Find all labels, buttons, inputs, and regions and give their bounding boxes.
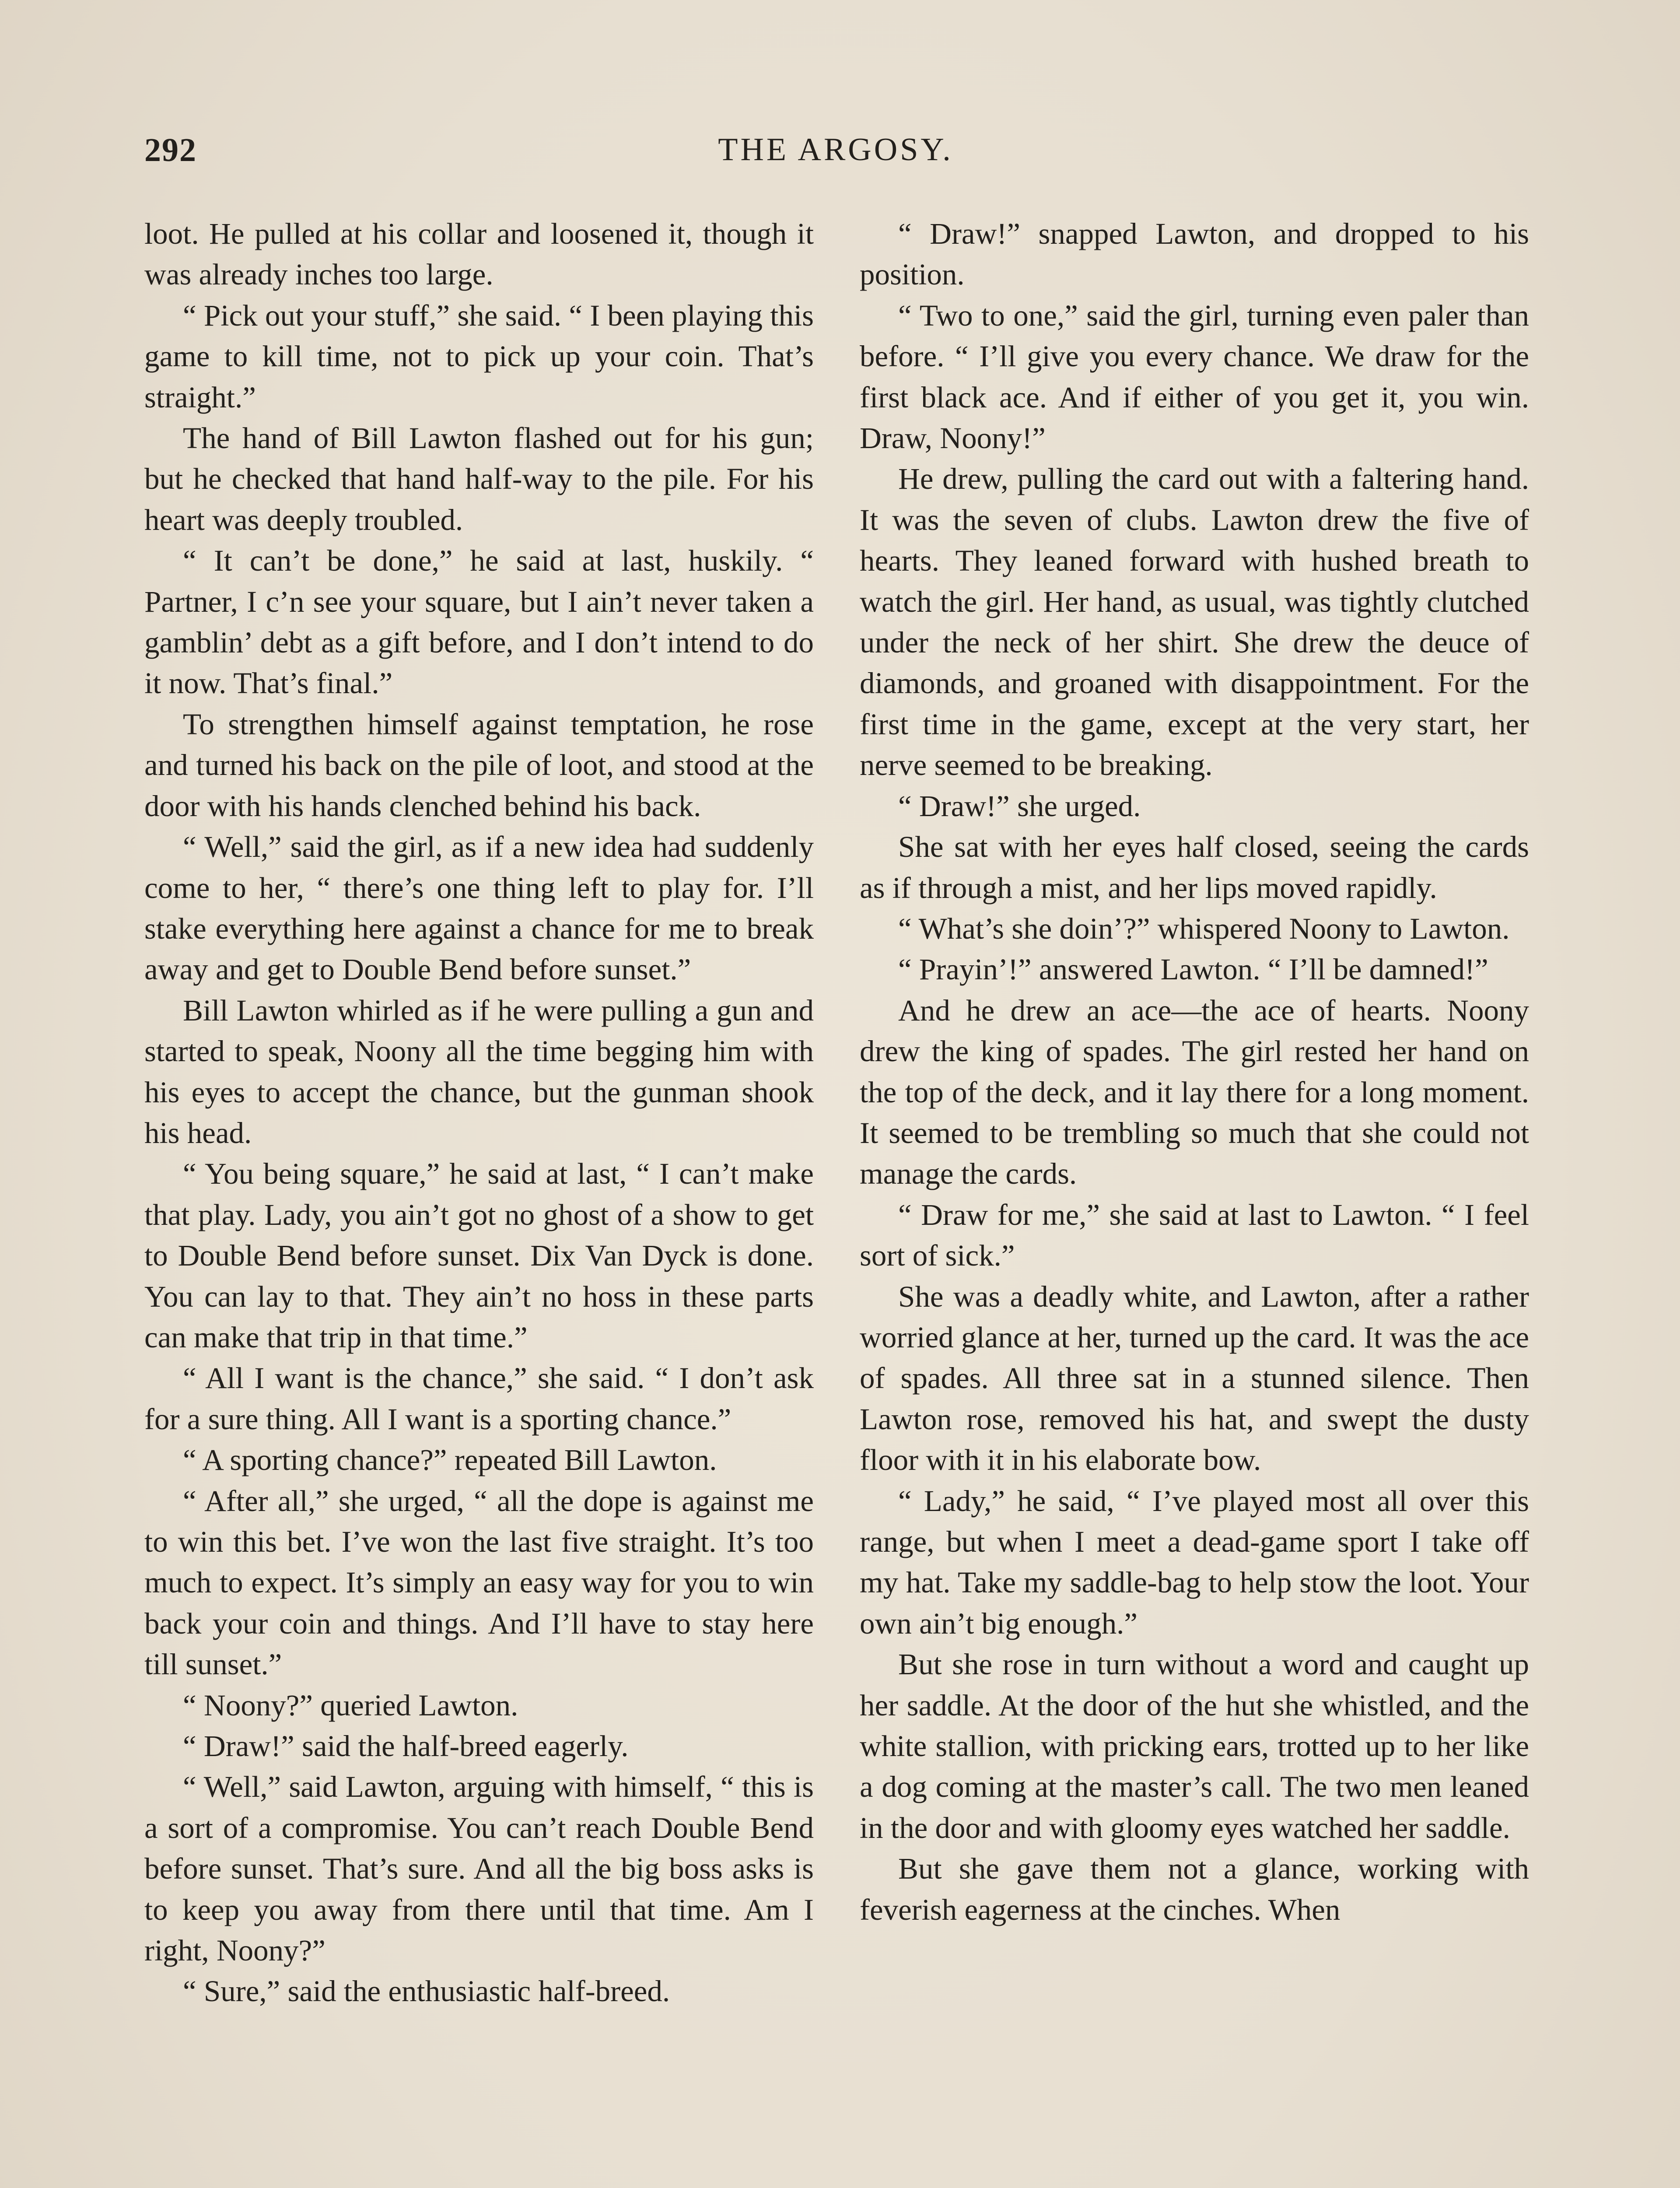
- paragraph: He drew, pulling the card out with a faltering hand. It was the seven of clubs. Lawton drew the five of hearts. They leaned forward with hushed breath to watch the girl. Her hand, as usual, was tightly clutched under the neck of her shirt. She drew the deuce of diamonds, and groaned with disappointment. For the first time in the game, except at the very start, her nerve seemed to be breaking.: [860, 462, 1529, 782]
- paragraph: “ All I want is the chance,” she said. “ I don’t ask for a sure thing. All I want is a sporting chance.”: [144, 1361, 814, 1436]
- paragraph: And he drew an ace—the ace of hearts. Noony drew the king of spades. The girl rested her hand on the top of the deck, and it lay there for a long moment. It seemed to be trembling so much that she could not manage the cards.: [860, 993, 1529, 1191]
- paragraph: “ Draw!” snapped Lawton, and dropped to his position.: [860, 217, 1529, 291]
- paragraph: Bill Lawton whirled as if he were pulling a gun and started to speak, Noony all the time begging him with his eyes to accept the chance, but the gunman shook his head.: [144, 993, 814, 1150]
- paragraph: “ What’s she doin’?” whispered Noony to Lawton.: [898, 912, 1510, 945]
- paragraph: But she gave them not a glance, working with feverish eagerness at the cinches. When: [860, 1852, 1529, 1926]
- paragraph: “ Well,” said the girl, as if a new idea had suddenly come to her, “ there’s one thing left to play for. I’ll stake everything here against a chance for me to break away and get to Double Bend before sunset.”: [144, 830, 814, 986]
- right-column: [860, 214, 1529, 2188]
- left-column: [144, 214, 814, 2188]
- paragraph: “ Pick out your stuff,” she said. “ I been playing this game to kill time, not to pick up your coin. That’s straight.”: [144, 298, 814, 414]
- paragraph: She sat with her eyes half closed, seeing the cards as if through a mist, and her lips moved rapidly.: [860, 830, 1529, 905]
- paragraph: “ Two to one,” said the girl, turning even paler than before. “ I’ll give you every chance. We draw for the first black ace. And if either of you get it, you win. Draw, Noony!”: [860, 298, 1529, 455]
- paragraph: “ It can’t be done,” he said at last, huskily. “ Partner, I c’n see your square, but I ain’t never taken a gamblin’ debt as a gift before, and I don’t intend to do it now. That’s final.”: [144, 544, 814, 700]
- paragraph: “ Lady,” he said, “ I’ve played most all over this range, but when I meet a dead-game sport I take off my hat. Take my saddle-bag to help stow the loot. Your own ain’t big enough.”: [860, 1484, 1529, 1640]
- paragraph: “ Draw!” she urged.: [898, 789, 1141, 823]
- paragraph: “ Well,” said Lawton, arguing with himself, “ this is a sort of a compromise. You can’t reach Double Bend before sunset. That’s sure. And all the big boss asks is to keep you away from there until that time. Am I right, Noony?”: [144, 1770, 814, 1967]
- page-number: 292: [144, 132, 197, 168]
- paragraph: To strengthen himself against temptation, he rose and turned his back on the pile of loot, and stood at the door with his hands clenched behind his back.: [144, 707, 814, 823]
- paragraph: “ A sporting chance?” repeated Bill Lawton.: [183, 1443, 717, 1477]
- running-title: THE ARGOSY.: [718, 132, 953, 168]
- paragraph: “ You being square,” he said at last, “ I can’t make that play. Lady, you ain’t got no ghost of a show to get to Double Bend before sunset. Dix Van Dyck is done. You can lay to that. They ain’t no hoss in these parts can make that trip in that time.”: [144, 1157, 814, 1354]
- paragraph: “ After all,” she urged, “ all the dope is against me to win this bet. I’ve won the last five straight. It’s too much to expect. It’s simply an easy way for you to win back your coin and things. And I’ll have to stay here till sunset.”: [144, 1484, 814, 1681]
- paragraph: loot. He pulled at his collar and loosened it, though it was already inches too large.: [144, 217, 814, 291]
- paragraph: But she rose in turn without a word and caught up her saddle. At the door of the hut she whistled, and the white stallion, with pricking ears, trotted up to her like a dog coming at the master’s call. The two men leaned in the door and with gloomy eyes watched her saddle.: [860, 1648, 1529, 1844]
- paragraph: “ Draw!” said the half-breed eagerly.: [183, 1729, 629, 1763]
- paragraph: She was a deadly white, and Lawton, after a rather worried glance at her, turned up the card. It was the ace of spades. All three sat in a stunned silence. Then Lawton rose, removed his hat, and swept the dusty floor with it in his elaborate bow.: [860, 1280, 1529, 1477]
- paragraph: “ Prayin’!” answered Lawton. “ I’ll be damned!”: [898, 953, 1488, 986]
- paragraph: “ Draw for me,” she said at last to Lawton. “ I feel sort of sick.”: [860, 1198, 1529, 1273]
- paragraph: The hand of Bill Lawton flashed out for his gun; but he checked that hand half-way to the pile. For his heart was deeply troubled.: [144, 421, 814, 536]
- paragraph: “ Noony?” queried Lawton.: [183, 1688, 518, 1722]
- paragraph: “ Sure,” said the enthusiastic half-breed.: [183, 1974, 670, 2008]
- page-header: [131, 131, 1540, 179]
